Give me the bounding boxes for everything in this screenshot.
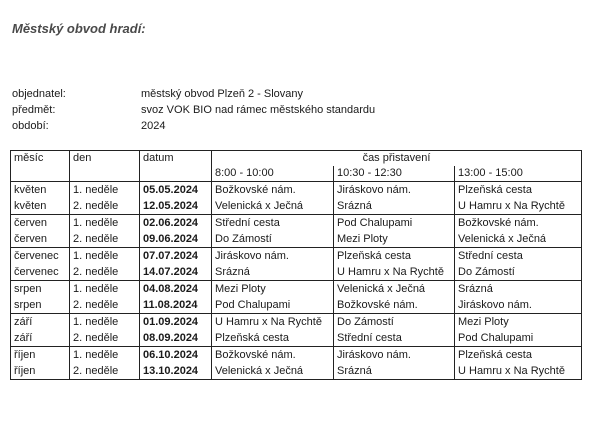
month-cell: srpen — [11, 297, 70, 314]
day-cell: 2. neděle — [70, 198, 140, 215]
day-cell: 2. neděle — [70, 330, 140, 347]
date-cell: 04.08.2024 — [140, 281, 212, 298]
date-cell: 12.05.2024 — [140, 198, 212, 215]
table-row — [11, 198, 582, 215]
slot2-location: Střední cesta — [334, 330, 455, 347]
slot1-location: Plzeňská cesta — [212, 330, 334, 347]
schedule-body — [11, 151, 582, 380]
slot2-location: Do Zámostí — [334, 314, 455, 331]
slot3-location: Plzeňská cesta — [455, 347, 582, 364]
date-cell: 05.05.2024 — [140, 182, 212, 199]
slot3-location: Velenická x Ječná — [455, 231, 582, 248]
header-slot-3: 13:00 - 15:00 — [455, 166, 582, 182]
slot1-location: Do Zámostí — [212, 231, 334, 248]
slot1-location: U Hamru x Na Rychtě — [212, 314, 334, 331]
schedule-table — [10, 150, 582, 380]
table-row — [11, 215, 582, 232]
slot2-location: Srázná — [334, 198, 455, 215]
subject-label: předmět: — [12, 104, 56, 116]
table-row — [11, 363, 582, 380]
header-row-2 — [11, 166, 582, 182]
header-slot-2: 10:30 - 12:30 — [334, 166, 455, 182]
orderer-label: objednatel: — [12, 88, 66, 100]
slot1-location: Pod Chalupami — [212, 297, 334, 314]
slot3-location: Do Zámostí — [455, 264, 582, 281]
slot3-location: U Hamru x Na Rychtě — [455, 198, 582, 215]
day-cell: 1. neděle — [70, 182, 140, 199]
date-cell: 01.09.2024 — [140, 314, 212, 331]
day-cell: 2. neděle — [70, 297, 140, 314]
slot2-location: Jiráskovo nám. — [334, 347, 455, 364]
day-cell: 1. neděle — [70, 314, 140, 331]
table-row — [11, 330, 582, 347]
period-row — [12, 118, 375, 134]
month-cell: září — [11, 314, 70, 331]
header-month: měsíc — [11, 151, 70, 167]
orderer-value: městský obvod Plzeň 2 - Slovany — [141, 88, 304, 100]
month-cell: květen — [11, 182, 70, 199]
slot2-location: U Hamru x Na Rychtě — [334, 264, 455, 281]
slot3-location: Plzeňská cesta — [455, 182, 582, 199]
subject-row — [12, 102, 375, 118]
day-cell: 2. neděle — [70, 363, 140, 380]
day-cell: 1. neděle — [70, 215, 140, 232]
slot3-location: Pod Chalupami — [455, 330, 582, 347]
table-row — [11, 314, 582, 331]
month-cell: říjen — [11, 363, 70, 380]
header-row-1 — [11, 151, 582, 167]
date-cell: 09.06.2024 — [140, 231, 212, 248]
day-cell: 1. neděle — [70, 281, 140, 298]
header-day: den — [70, 151, 140, 167]
slot1-location: Božkovské nám. — [212, 347, 334, 364]
table-row — [11, 248, 582, 265]
month-cell: září — [11, 330, 70, 347]
slot1-location: Božkovské nám. — [212, 182, 334, 199]
day-cell: 2. neděle — [70, 231, 140, 248]
slot2-location: Božkovské nám. — [334, 297, 455, 314]
order-info — [12, 86, 375, 134]
month-cell: červenec — [11, 248, 70, 265]
slot1-location: Jiráskovo nám. — [212, 248, 334, 265]
date-cell: 11.08.2024 — [140, 297, 212, 314]
slot1-location: Střední cesta — [212, 215, 334, 232]
slot3-location: Střední cesta — [455, 248, 582, 265]
slot2-location: Srázná — [334, 363, 455, 380]
day-cell: 1. neděle — [70, 347, 140, 364]
date-cell: 14.07.2024 — [140, 264, 212, 281]
period-label: období: — [12, 120, 49, 132]
slot1-location: Srázná — [212, 264, 334, 281]
page-heading: Městský obvod hradí: — [12, 21, 146, 36]
month-cell: červen — [11, 215, 70, 232]
table-row — [11, 182, 582, 199]
slot2-location: Pod Chalupami — [334, 215, 455, 232]
table-row — [11, 264, 582, 281]
date-cell: 07.07.2024 — [140, 248, 212, 265]
slot2-location: Plzeňská cesta — [334, 248, 455, 265]
date-cell: 06.10.2024 — [140, 347, 212, 364]
day-cell: 1. neděle — [70, 248, 140, 265]
slot3-location: Jiráskovo nám. — [455, 297, 582, 314]
table-row — [11, 281, 582, 298]
table-row — [11, 297, 582, 314]
table-row — [11, 347, 582, 364]
slot1-location: Mezi Ploty — [212, 281, 334, 298]
slot2-location: Velenická x Ječná — [334, 281, 455, 298]
month-cell: červen — [11, 231, 70, 248]
header-slot-1: 8:00 - 10:00 — [212, 166, 334, 182]
slot3-location: Srázná — [455, 281, 582, 298]
period-value: 2024 — [141, 120, 166, 132]
month-cell: květen — [11, 198, 70, 215]
table-row — [11, 231, 582, 248]
slot1-location: Velenická x Ječná — [212, 363, 334, 380]
month-cell: červenec — [11, 264, 70, 281]
day-cell: 2. neděle — [70, 264, 140, 281]
date-cell: 08.09.2024 — [140, 330, 212, 347]
month-cell: srpen — [11, 281, 70, 298]
slot3-location: Mezi Ploty — [455, 314, 582, 331]
slot3-location: Božkovské nám. — [455, 215, 582, 232]
slot3-location: U Hamru x Na Rychtě — [455, 363, 582, 380]
slot1-location: Velenická x Ječná — [212, 198, 334, 215]
orderer-row — [12, 86, 375, 102]
date-cell: 13.10.2024 — [140, 363, 212, 380]
date-cell: 02.06.2024 — [140, 215, 212, 232]
slot2-location: Jiráskovo nám. — [334, 182, 455, 199]
subject-value: svoz VOK BIO nad rámec městského standardu — [141, 104, 376, 116]
slot2-location: Mezi Ploty — [334, 231, 455, 248]
header-time-group: čas přistavení — [212, 151, 582, 167]
month-cell: říjen — [11, 347, 70, 364]
header-date: datum — [140, 151, 212, 167]
